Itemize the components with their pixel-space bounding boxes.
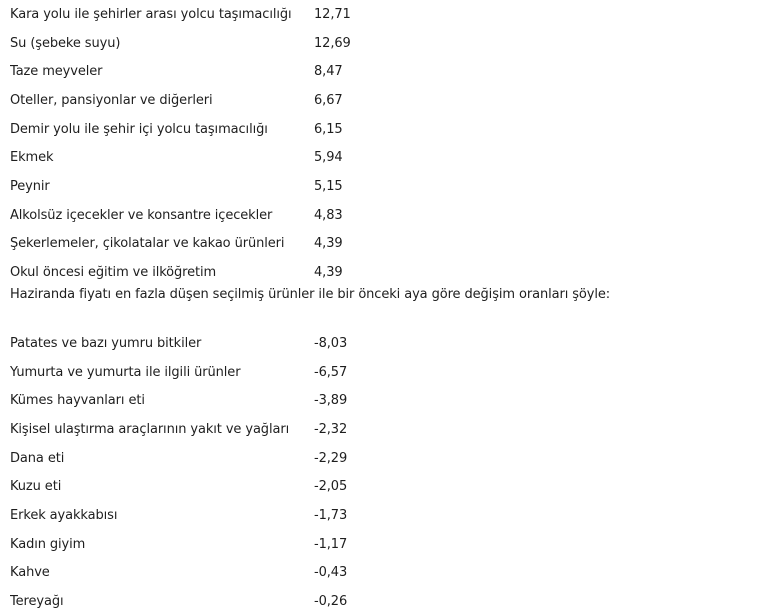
- item-name: Şekerlemeler, çikolatalar ve kakao ürünleri: [10, 236, 285, 252]
- change-rate: 5,94: [314, 150, 343, 166]
- change-rate: 4,39: [314, 265, 343, 281]
- item-name: Peynir: [10, 178, 50, 194]
- change-rate: -0,43: [314, 565, 348, 581]
- change-rate: -0,26: [314, 594, 348, 610]
- item-name: Su (şebeke suyu): [10, 35, 121, 51]
- table-row: [10, 172, 430, 201]
- item-name: Tereyağı: [10, 594, 64, 610]
- change-rate: 6,67: [314, 92, 343, 108]
- change-rate: 4,83: [314, 207, 343, 223]
- change-rate: 5,15: [314, 178, 343, 194]
- price-decrease-table: [10, 329, 430, 616]
- item-name: Alkolsüz içecekler ve konsantre içecekler: [10, 207, 273, 223]
- change-rate: -1,73: [314, 507, 348, 523]
- table-row: [10, 329, 430, 358]
- change-rate: -6,57: [314, 364, 348, 380]
- change-rate: -3,89: [314, 393, 348, 409]
- change-rate: 12,69: [314, 35, 351, 51]
- table-row: [10, 230, 430, 259]
- table-row: [10, 86, 430, 115]
- item-name: Kadın giyim: [10, 536, 86, 552]
- item-name: Taze meyveler: [10, 64, 103, 80]
- table-row: [10, 530, 430, 559]
- table-row: [10, 0, 430, 29]
- table-row: [10, 386, 430, 415]
- item-name: Kuzu eti: [10, 479, 62, 495]
- decrease-intro-paragraph: Haziranda fiyatı en fazla düşen seçilmiş ürünler ile bir önceki aya göre değişim oranları şöyle:: [10, 287, 611, 302]
- table-row: [10, 559, 430, 588]
- item-name: Demir yolu ile şehir içi yolcu taşımacılığı: [10, 121, 268, 137]
- table-row: [10, 472, 430, 501]
- item-name: Okul öncesi eğitim ve ilköğretim: [10, 265, 217, 281]
- item-name: Kara yolu ile şehirler arası yolcu taşımacılığı: [10, 6, 292, 22]
- table-row: [10, 57, 430, 86]
- table-row: [10, 143, 430, 172]
- table-row: [10, 29, 430, 58]
- table-row: [10, 501, 430, 530]
- change-rate: -2,32: [314, 421, 348, 437]
- change-rate: 12,71: [314, 6, 351, 22]
- table-row: [10, 201, 430, 230]
- item-name: Yumurta ve yumurta ile ilgili ürünler: [10, 364, 241, 380]
- change-rate: -2,05: [314, 479, 348, 495]
- table-row: [10, 115, 430, 144]
- item-name: Erkek ayakkabısı: [10, 507, 118, 523]
- change-rate: 8,47: [314, 64, 343, 80]
- table-row: [10, 415, 430, 444]
- table-row: [10, 358, 430, 387]
- item-name: Oteller, pansiyonlar ve diğerleri: [10, 92, 213, 108]
- table-row: [10, 444, 430, 473]
- change-rate: 6,15: [314, 121, 343, 137]
- change-rate: -2,29: [314, 450, 348, 466]
- item-name: Kümes hayvanları eti: [10, 393, 145, 409]
- item-name: Dana eti: [10, 450, 65, 466]
- change-rate: 4,39: [314, 236, 343, 252]
- item-name: Ekmek: [10, 150, 54, 166]
- price-increase-table: [10, 0, 430, 287]
- item-name: Kahve: [10, 565, 50, 581]
- table-row: [10, 258, 430, 287]
- table-row: [10, 587, 430, 616]
- item-name: Kişisel ulaştırma araçlarının yakıt ve yağları: [10, 421, 290, 437]
- item-name: Patates ve bazı yumru bitkiler: [10, 335, 202, 351]
- change-rate: -8,03: [314, 335, 348, 351]
- change-rate: -1,17: [314, 536, 348, 552]
